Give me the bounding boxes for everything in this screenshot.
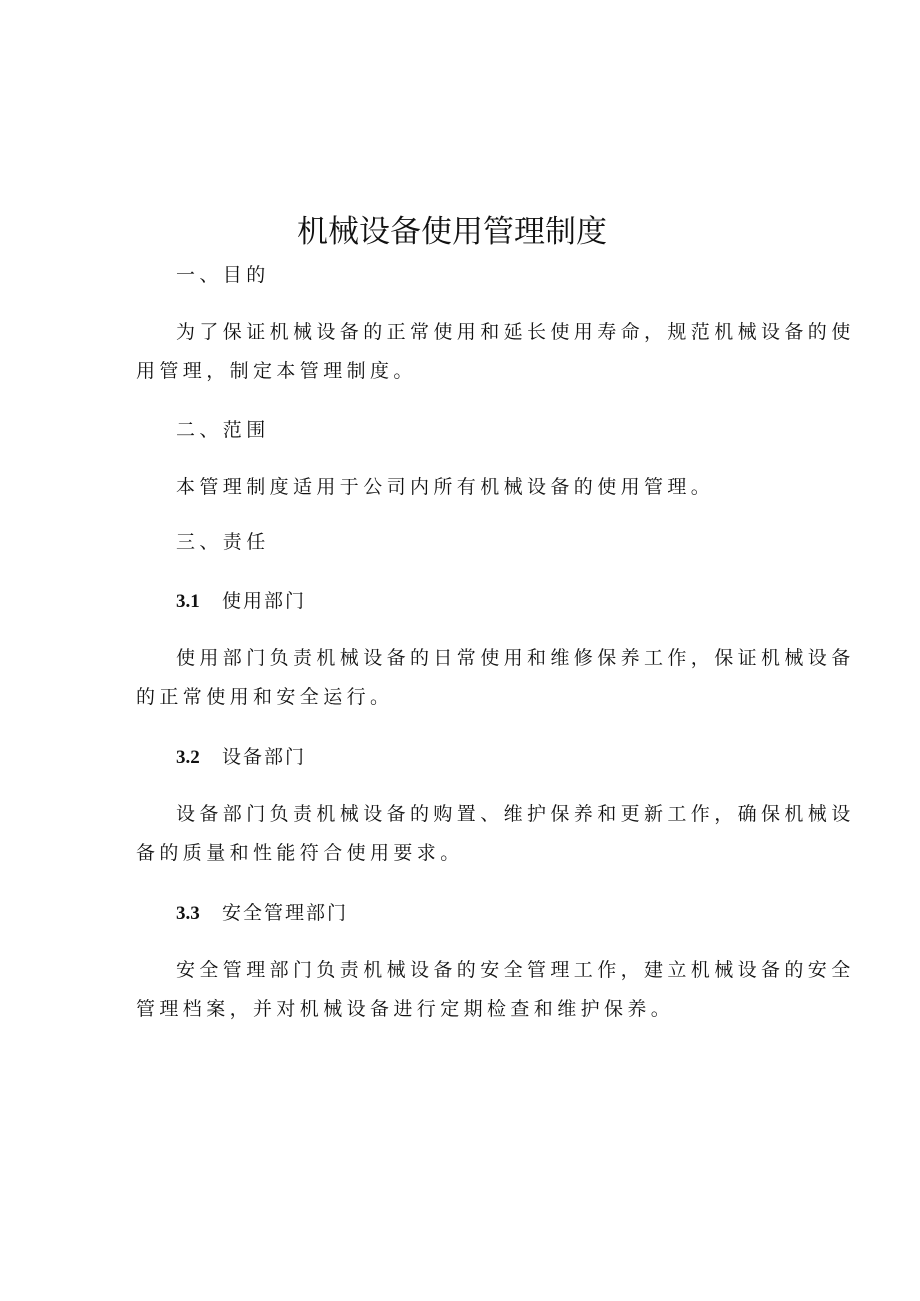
section-heading-scope: 二、范围 (176, 419, 270, 441)
document-title: 机械设备使用管理制度 (297, 214, 607, 250)
subsection-label: 安全管理部门 (222, 902, 349, 924)
subsection-heading-3-1 (176, 586, 306, 617)
subsection-heading-3-3 (176, 898, 348, 929)
subsection-3-2-text-line-1: 设备部门负责机械设备的购置、维护保养和更新工作，确保机械设 (176, 803, 855, 825)
subsection-3-1-text-line-2: 的正常使用和安全运行。 (136, 686, 394, 708)
subsection-3-1-text-line-1: 使用部门负责机械设备的日常使用和维修保养工作，保证机械设备 (176, 647, 855, 669)
subsection-heading-3-2 (176, 742, 306, 773)
subsection-3-3-text-line-1: 安全管理部门负责机械设备的安全管理工作，建立机械设备的安全 (176, 959, 855, 981)
subsection-number: 3.3 (176, 903, 200, 924)
subsection-number: 3.2 (176, 747, 200, 768)
subsection-number: 3.1 (176, 591, 200, 612)
subsection-3-2-text-line-2: 备的质量和性能符合使用要求。 (136, 842, 464, 864)
scope-text-line-1: 本管理制度适用于公司内所有机械设备的使用管理。 (176, 476, 715, 498)
purpose-text-line-2: 用管理，制定本管理制度。 (136, 360, 417, 382)
section-heading-responsibility: 三、责任 (176, 531, 270, 553)
subsection-label: 设备部门 (222, 746, 307, 768)
subsection-3-3-text-line-2: 管理档案，并对机械设备进行定期检查和维护保养。 (136, 998, 675, 1020)
purpose-text-line-1: 为了保证机械设备的正常使用和延长使用寿命，规范机械设备的使 (176, 321, 855, 343)
subsection-label: 使用部门 (222, 590, 307, 612)
section-heading-purpose: 一、目的 (176, 264, 270, 286)
